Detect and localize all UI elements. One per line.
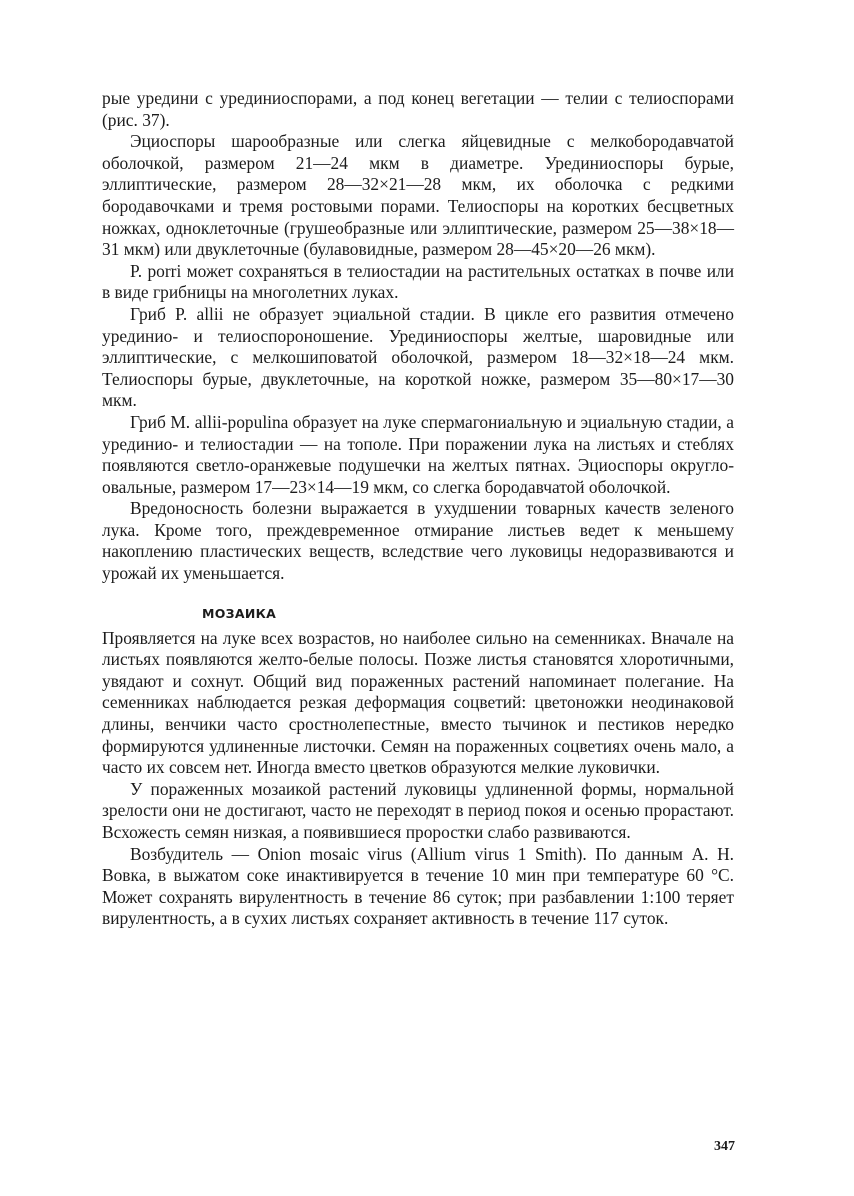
page-number: 347: [714, 1139, 735, 1154]
paragraph-continuation: рые уредини с урединиоспорами, а под конец вегетации — телии с телиоспорами (рис. 37).: [102, 88, 734, 130]
paragraph-mosaic-bulbs: У пораженных мозаикой растений луковицы удлиненной формы, нормальной зрелости они не достигают, часто не переходят в период покоя и осенью прорастают. Всхожесть семян низкая, а появившиеся проростки слабо развиваются.: [102, 778, 734, 842]
paragraph-p-allii: Гриб P. allii не образует эциальной стадии. В цикле его развития отмечено урединио- и телиоспороношение. Урединиоспоры желтые, шаровидные или эллиптические, с мелкошиповатой оболочкой, размером 18—32×18—24 мкм. Телиоспоры бурые, двуклеточные, на короткой ножке, размером 35—80×17—30 мкм.: [102, 303, 734, 411]
paragraph-m-allii-populina: Гриб M. allii-populina образует на луке спермагониальную и эциальную стадии, а урединио- и телиостадии — на тополе. При поражении лука на листьях и стеблях появляются светло-оранжевые подушечки на желтых пятнах. Эциоспоры округло-овальные, размером 17—23×14—19 мкм, со слегка бородавчатой оболочкой.: [102, 411, 734, 497]
paragraph-p-porri: P. porri может сохраняться в телиостадии на растительных остатках в почве или в виде грибницы на многолетних луках.: [102, 260, 734, 303]
paragraph-mosaic-pathogen: Возбудитель — Onion mosaic virus (Allium virus 1 Smith). По данным А. Н. Вовка, в выжатом соке инактивируется в течение 10 мин при температуре 60 °С. Может сохранять вирулентность в течение 86 суток; при разбавлении 1:100 теряет вирулентность, а в сухих листьях сохраняет активность в течение 117 суток.: [102, 843, 734, 929]
paragraph-harmfulness: Вредоносность болезни выражается в ухудшении товарных качеств зеленого лука. Кроме того, преждевременное отмирание листьев ведет к меньшему накоплению пластических веществ, вследствие чего луковицы недоразвиваются и урожай их уменьшается.: [102, 498, 734, 584]
section-heading-mosaic: МОЗАИКА: [202, 605, 277, 621]
paragraph-mosaic-symptoms: Проявляется на луке всех возрастов, но наиболее сильно на семенниках. Вначале на листьях появляются желто-белые полосы. Позже листья становятся хлоротичными, увядают и сохнут. Общий вид пораженных растений напоминает полегание. На семенниках наблюдается резкая деформация соцветий: цветоножки неодинаковой длины, венчики часто сростнолепестные, вместо тычинок и пестиков нередко формируются удлиненные листочки. Семян на пораженных соцветиях очень мало, а часто их совсем нет. Иногда вместо цветков образуются мелкие луковички.: [102, 627, 734, 778]
paragraph-aeciospores: Эциоспоры шарообразные или слегка яйцевидные с мелкобородавчатой оболочкой, размером 21—24 мкм в диаметре. Урединиоспоры бурые, эллиптические, размером 28—32×21—28 мкм, их оболочка с редкими бородавочками и тремя ростовыми порами. Телиоспоры на коротких бесцветных ножках, одноклеточные (грушеобразные или эллиптические, размером 25—38×18—31 мкм) или двуклеточные (булавовидные, размером 28—45×20—26 мкм).: [102, 131, 734, 260]
page-text-block: [102, 88, 734, 930]
